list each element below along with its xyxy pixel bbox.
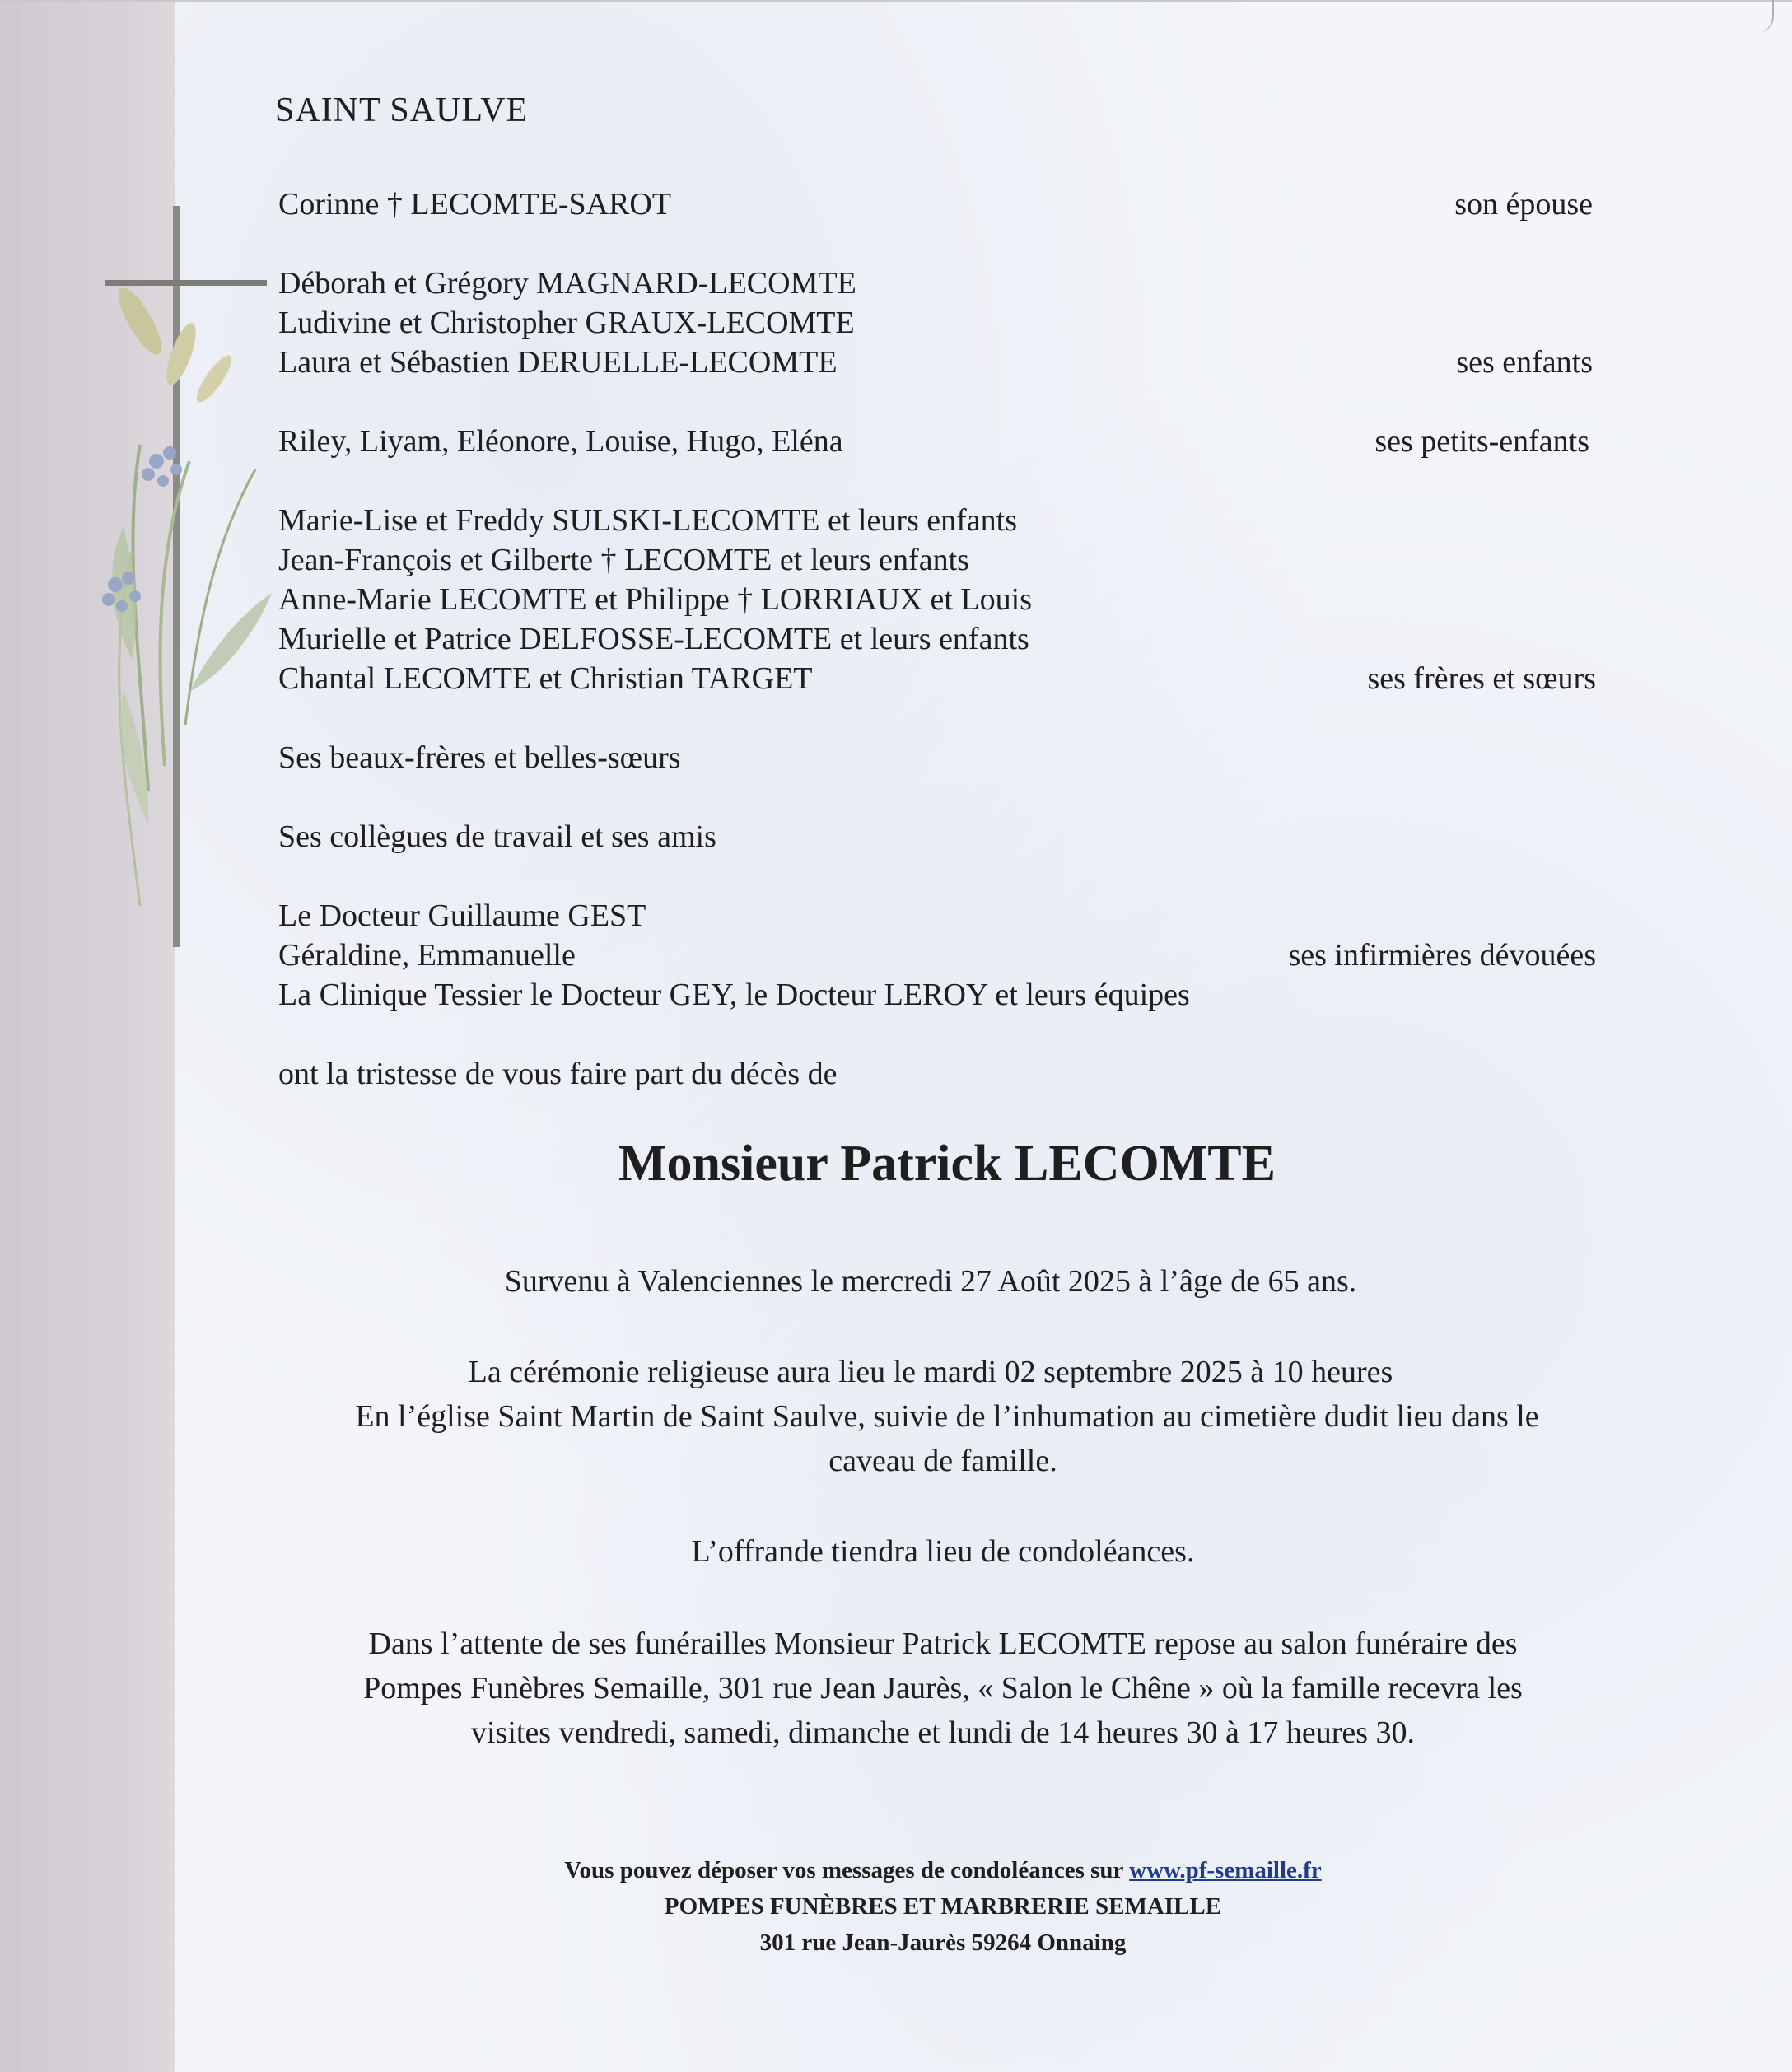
family-relation: ses enfants bbox=[1456, 345, 1593, 380]
family-relation: ses infirmières dévouées bbox=[1288, 938, 1596, 973]
family-name-line: Ses beaux-frères et belles-sœurs bbox=[278, 740, 681, 775]
family-name-line: La Clinique Tessier le Docteur GEY, le Docteur LEROY et leurs équipes bbox=[278, 978, 1190, 1012]
top-edge-line bbox=[0, 0, 1792, 2]
ceremony-line: caveau de famille. bbox=[828, 1444, 1057, 1478]
website-link[interactable]: www.pf-semaille.fr bbox=[1129, 1857, 1322, 1883]
cross-with-wheat-icon bbox=[91, 198, 288, 955]
family-name-line: Le Docteur Guillaume GEST bbox=[278, 898, 646, 933]
death-notice: Survenu à Valenciennes le mercredi 27 Août 2025 à l’âge de 65 ans. bbox=[504, 1264, 1357, 1299]
deceased-name: Monsieur Patrick LECOMTE bbox=[618, 1136, 1276, 1192]
location-heading: SAINT SAULVE bbox=[275, 91, 529, 129]
viewing-line: Pompes Funèbres Semaille, 301 rue Jean Jaurès, « Salon le Chêne » où la famille recevra les bbox=[363, 1671, 1523, 1706]
ceremony-line: La cérémonie religieuse aura lieu le mardi 02 septembre 2025 à 10 heures bbox=[468, 1355, 1393, 1389]
viewing-line: visites vendredi, samedi, dimanche et lundi de 14 heures 30 à 17 heures 30. bbox=[470, 1715, 1416, 1750]
family-relation: ses frères et sœurs bbox=[1367, 661, 1596, 696]
family-name-line: Jean-François et Gilberte † LECOMTE et leurs enfants bbox=[278, 543, 969, 577]
footer-company: POMPES FUNÈBRES ET MARBRERIE SEMAILLE bbox=[664, 1893, 1222, 1920]
viewing-line: Dans l’attente de ses funérailles Monsieur Patrick LECOMTE repose au salon funéraire des bbox=[368, 1626, 1518, 1661]
footer-message-line bbox=[0, 1853, 1792, 1888]
family-name-line: Géraldine, Emmanuelle bbox=[278, 938, 576, 973]
footer-address: 301 rue Jean-Jaurès 59264 Onnaing bbox=[759, 1930, 1127, 1956]
family-name-line: Déborah et Grégory MAGNARD-LECOMTE bbox=[278, 266, 856, 301]
family-name-line: Murielle et Patrice DELFOSSE-LECOMTE et leurs enfants bbox=[278, 622, 1029, 656]
offering-text: L’offrande tiendra lieu de condoléances. bbox=[691, 1534, 1195, 1569]
family-name-line: Riley, Liyam, Eléonore, Louise, Hugo, Eléna bbox=[278, 424, 843, 459]
family-name-line: Chantal LECOMTE et Christian TARGET bbox=[278, 661, 813, 696]
footer-message: Vous pouvez déposer vos messages de condoléances sur bbox=[564, 1857, 1123, 1883]
ceremony-line: En l’église Saint Martin de Saint Saulve, suivie de l’inhumation au cimetière dudit lieu dans le bbox=[355, 1399, 1539, 1434]
announcement-text: ont la tristesse de vous faire part du décès de bbox=[278, 1057, 838, 1091]
family-name-line: Ses collègues de travail et ses amis bbox=[278, 819, 716, 854]
family-name-line: Corinne † LECOMTE-SAROT bbox=[278, 187, 672, 222]
family-name-line: Ludivine et Christopher GRAUX-LECOMTE bbox=[278, 306, 855, 340]
family-relation: son épouse bbox=[1454, 187, 1593, 222]
family-name-line: Marie-Lise et Freddy SULSKI-LECOMTE et leurs enfants bbox=[278, 503, 1018, 538]
family-name-line: Anne-Marie LECOMTE et Philippe † LORRIAUX et Louis bbox=[278, 582, 1033, 617]
family-name-line: Laura et Sébastien DERUELLE-LECOMTE bbox=[278, 345, 838, 380]
family-relation: ses petits-enfants bbox=[1374, 424, 1589, 459]
